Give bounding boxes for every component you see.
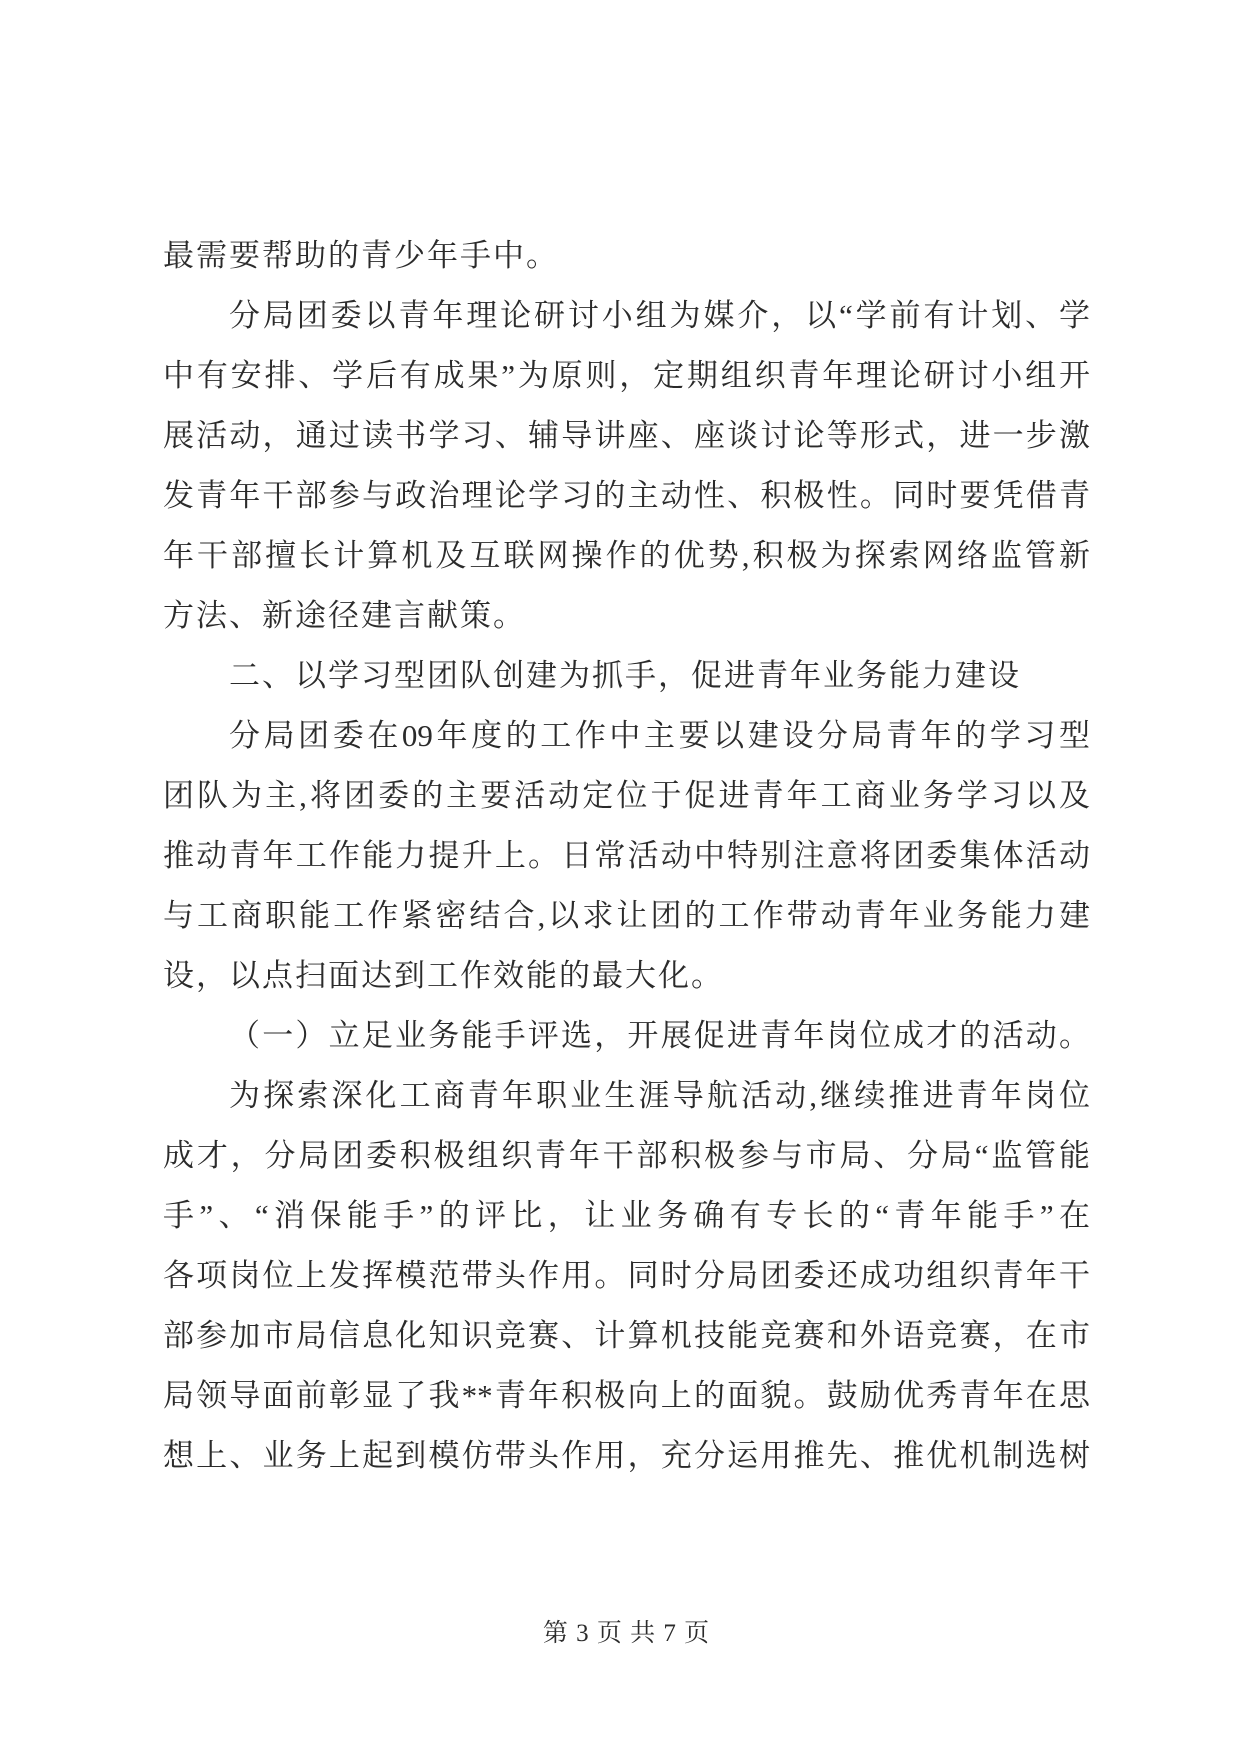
text-line-2: 分局团委以青年理论研讨小组为媒介，以“学前有计划、学: [229, 298, 1090, 333]
text-line-7: 方法、新途径建言献策。: [163, 598, 526, 633]
text-line-8: 二、以学习型团队创建为抓手，促进青年业务能力建设: [229, 658, 1021, 693]
text-line-16: 成才，分局团委积极组织青年干部积极参与市局、分局“监管能: [163, 1138, 1090, 1173]
text-line-4: 展活动，通过读书学习、辅导讲座、座谈讨论等形式，进一步激: [163, 418, 1090, 453]
text-line-14: （一）立足业务能手评选，开展促进青年岗位成才的活动。: [229, 1018, 1090, 1053]
text-line-21: 想上、业务上起到模仿带头作用，充分运用推先、推优机制选树: [163, 1438, 1090, 1473]
document-body: [163, 226, 1090, 1486]
text-line-6: 年干部擅长计算机及互联网操作的优势,积极为探索网络监管新: [163, 538, 1090, 573]
text-line-10: 团队为主,将团委的主要活动定位于促进青年工商业务学习以及: [163, 778, 1090, 813]
text-line-13: 设，以点扫面达到工作效能的最大化。: [163, 958, 724, 993]
text-line-5: 发青年干部参与政治理论学习的主动性、积极性。同时要凭借青: [163, 478, 1090, 513]
text-line-1: 最需要帮助的青少年手中。: [163, 238, 559, 273]
text-line-3: 中有安排、学后有成果”为原则，定期组织青年理论研讨小组开: [163, 358, 1090, 393]
page-footer: [163, 1612, 1090, 1656]
text-line-18: 各项岗位上发挥模范带头作用。同时分局团委还成功组织青年干: [163, 1258, 1090, 1293]
text-line-20: 局领导面前彰显了我**青年积极向上的面貌。鼓励优秀青年在思: [163, 1378, 1090, 1413]
page-number: 第 3 页 共 7 页: [542, 1620, 711, 1647]
text-line-15: 为探索深化工商青年职业生涯导航活动,继续推进青年岗位: [229, 1078, 1090, 1113]
text-line-9: 分局团委在09年度的工作中主要以建设分局青年的学习型: [229, 718, 1090, 753]
text-line-17: 手”、“消保能手”的评比，让业务确有专长的“青年能手”在: [163, 1198, 1090, 1233]
text-line-19: 部参加市局信息化知识竞赛、计算机技能竞赛和外语竞赛，在市: [163, 1318, 1090, 1353]
text-line-11: 推动青年工作能力提升上。日常活动中特别注意将团委集体活动: [163, 838, 1090, 873]
text-line-12: 与工商职能工作紧密结合,以求让团的工作带动青年业务能力建: [163, 898, 1090, 933]
